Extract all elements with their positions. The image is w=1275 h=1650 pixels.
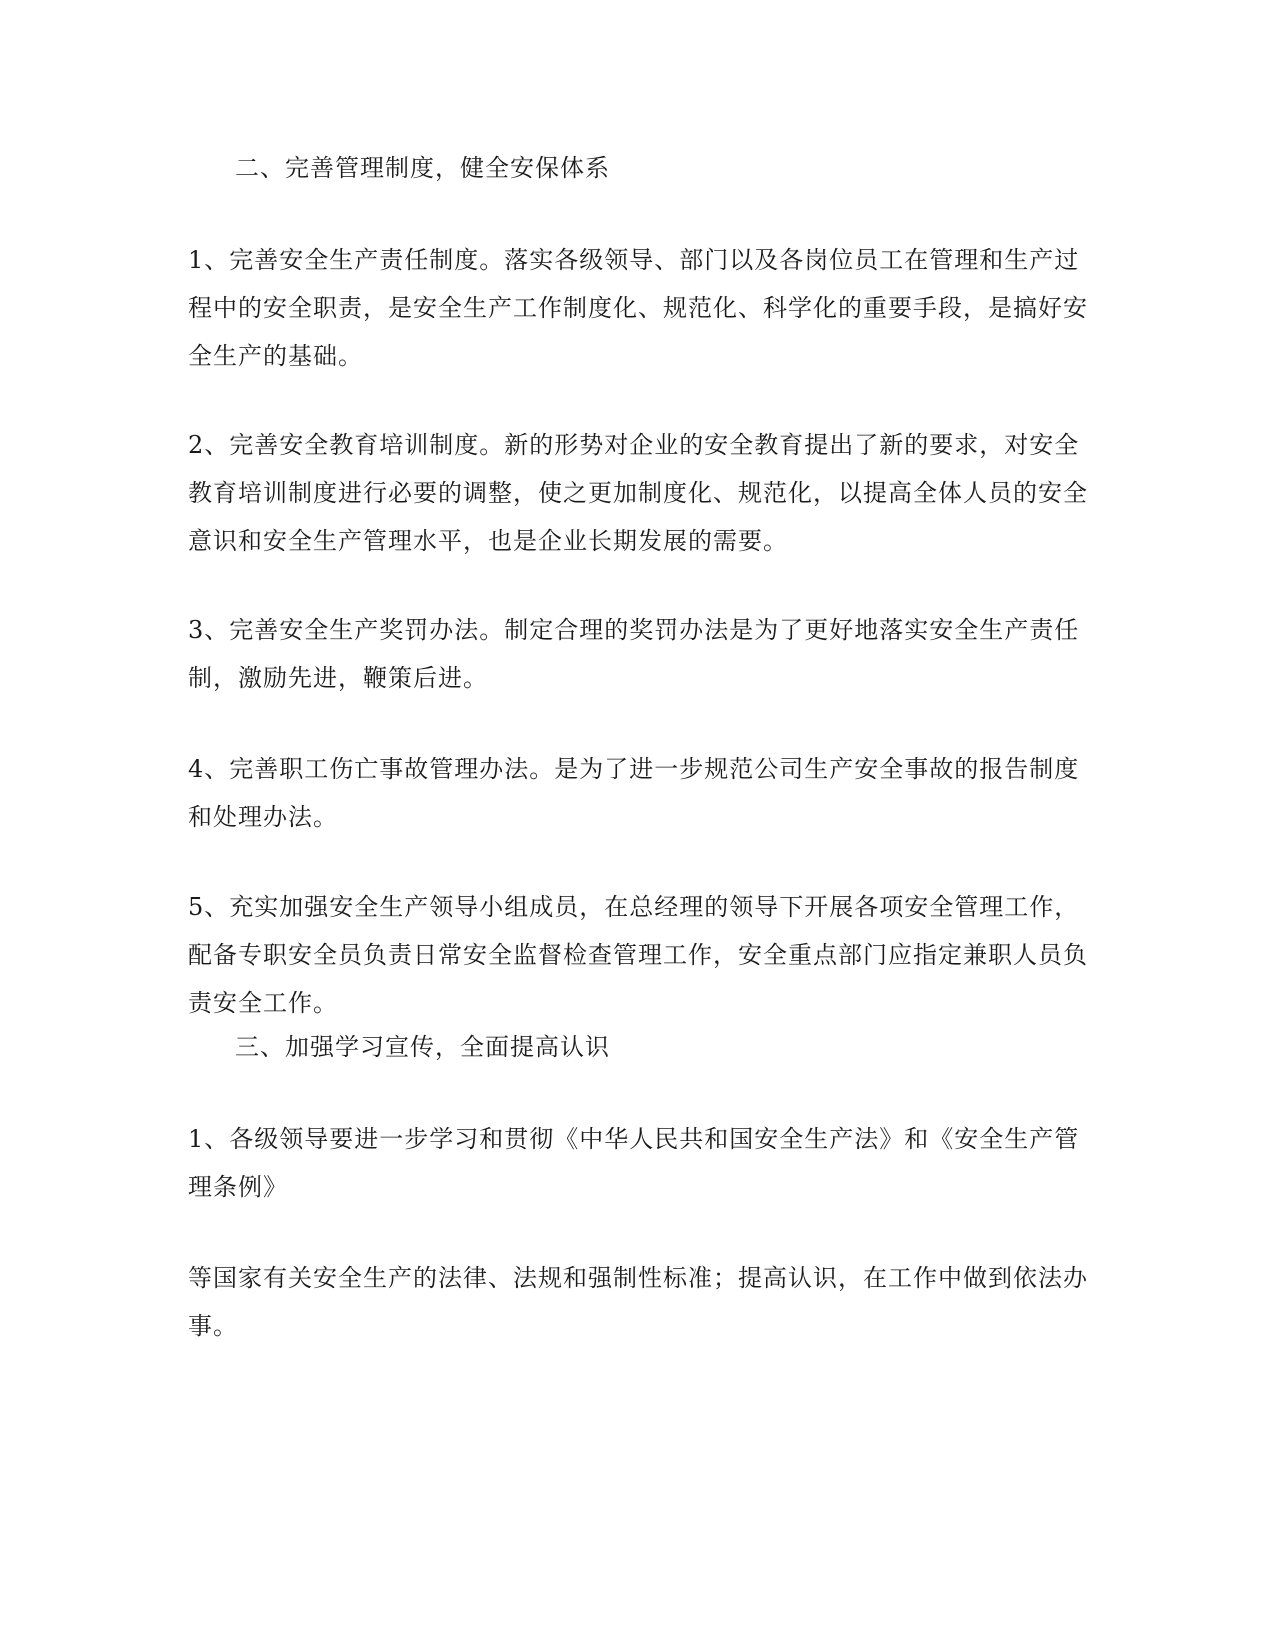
paragraph-line: 等国家有关安全生产的法律、法规和强制性标准；提高认识，在工作中做到依法办: [188, 1264, 1088, 1292]
paragraph-line: 理条例》: [188, 1173, 288, 1201]
paragraph-item-4: [188, 745, 1098, 841]
paragraph-item-2: [188, 421, 1098, 565]
paragraph-item-1: [188, 236, 1098, 380]
section-heading-3: [235, 1023, 1145, 1071]
paragraph-line: 教育培训制度进行必要的调整，使之更加制度化、规范化，以提高全体人员的安全: [188, 479, 1088, 507]
paragraph-line: 2、完善安全教育培训制度。新的形势对企业的安全教育提出了新的要求，对安全: [188, 431, 1080, 459]
paragraph-line: 1、各级领导要进一步学习和贯彻《中华人民共和国安全生产法》和《安全生产管: [188, 1125, 1080, 1153]
paragraph-item-7: [188, 1254, 1098, 1350]
paragraph-line: 1、完善安全生产责任制度。落实各级领导、部门以及各岗位员工在管理和生产过: [188, 246, 1080, 274]
paragraph-line: 5、充实加强安全生产领导小组成员，在总经理的领导下开展各项安全管理工作，: [188, 893, 1080, 921]
paragraph-line: 和处理办法。: [188, 803, 338, 831]
paragraph-line: 全生产的基础。: [188, 342, 363, 370]
paragraph-line: 配备专职安全员负责日常安全监督检查管理工作，安全重点部门应指定兼职人员负: [188, 941, 1088, 969]
paragraph-line: 程中的安全职责，是安全生产工作制度化、规范化、科学化的重要手段，是搞好安: [188, 294, 1088, 322]
heading-line: 三、加强学习宣传，全面提高认识: [235, 1033, 610, 1061]
paragraph-line: 责安全工作。: [188, 989, 338, 1017]
paragraph-item-5: [188, 883, 1098, 1027]
paragraph-line: 意识和安全生产管理水平，也是企业长期发展的需要。: [188, 527, 788, 555]
paragraph-line: 4、完善职工伤亡事故管理办法。是为了进一步规范公司生产安全事故的报告制度: [188, 755, 1080, 783]
section-heading-2: [235, 144, 1145, 192]
heading-line: 二、完善管理制度，健全安保体系: [235, 154, 610, 182]
paragraph-item-6: [188, 1115, 1098, 1211]
paragraph-line: 事。: [188, 1312, 238, 1340]
paragraph-item-3: [188, 606, 1098, 702]
paragraph-line: 制，激励先进，鞭策后进。: [188, 664, 488, 692]
paragraph-line: 3、完善安全生产奖罚办法。制定合理的奖罚办法是为了更好地落实安全生产责任: [188, 616, 1080, 644]
